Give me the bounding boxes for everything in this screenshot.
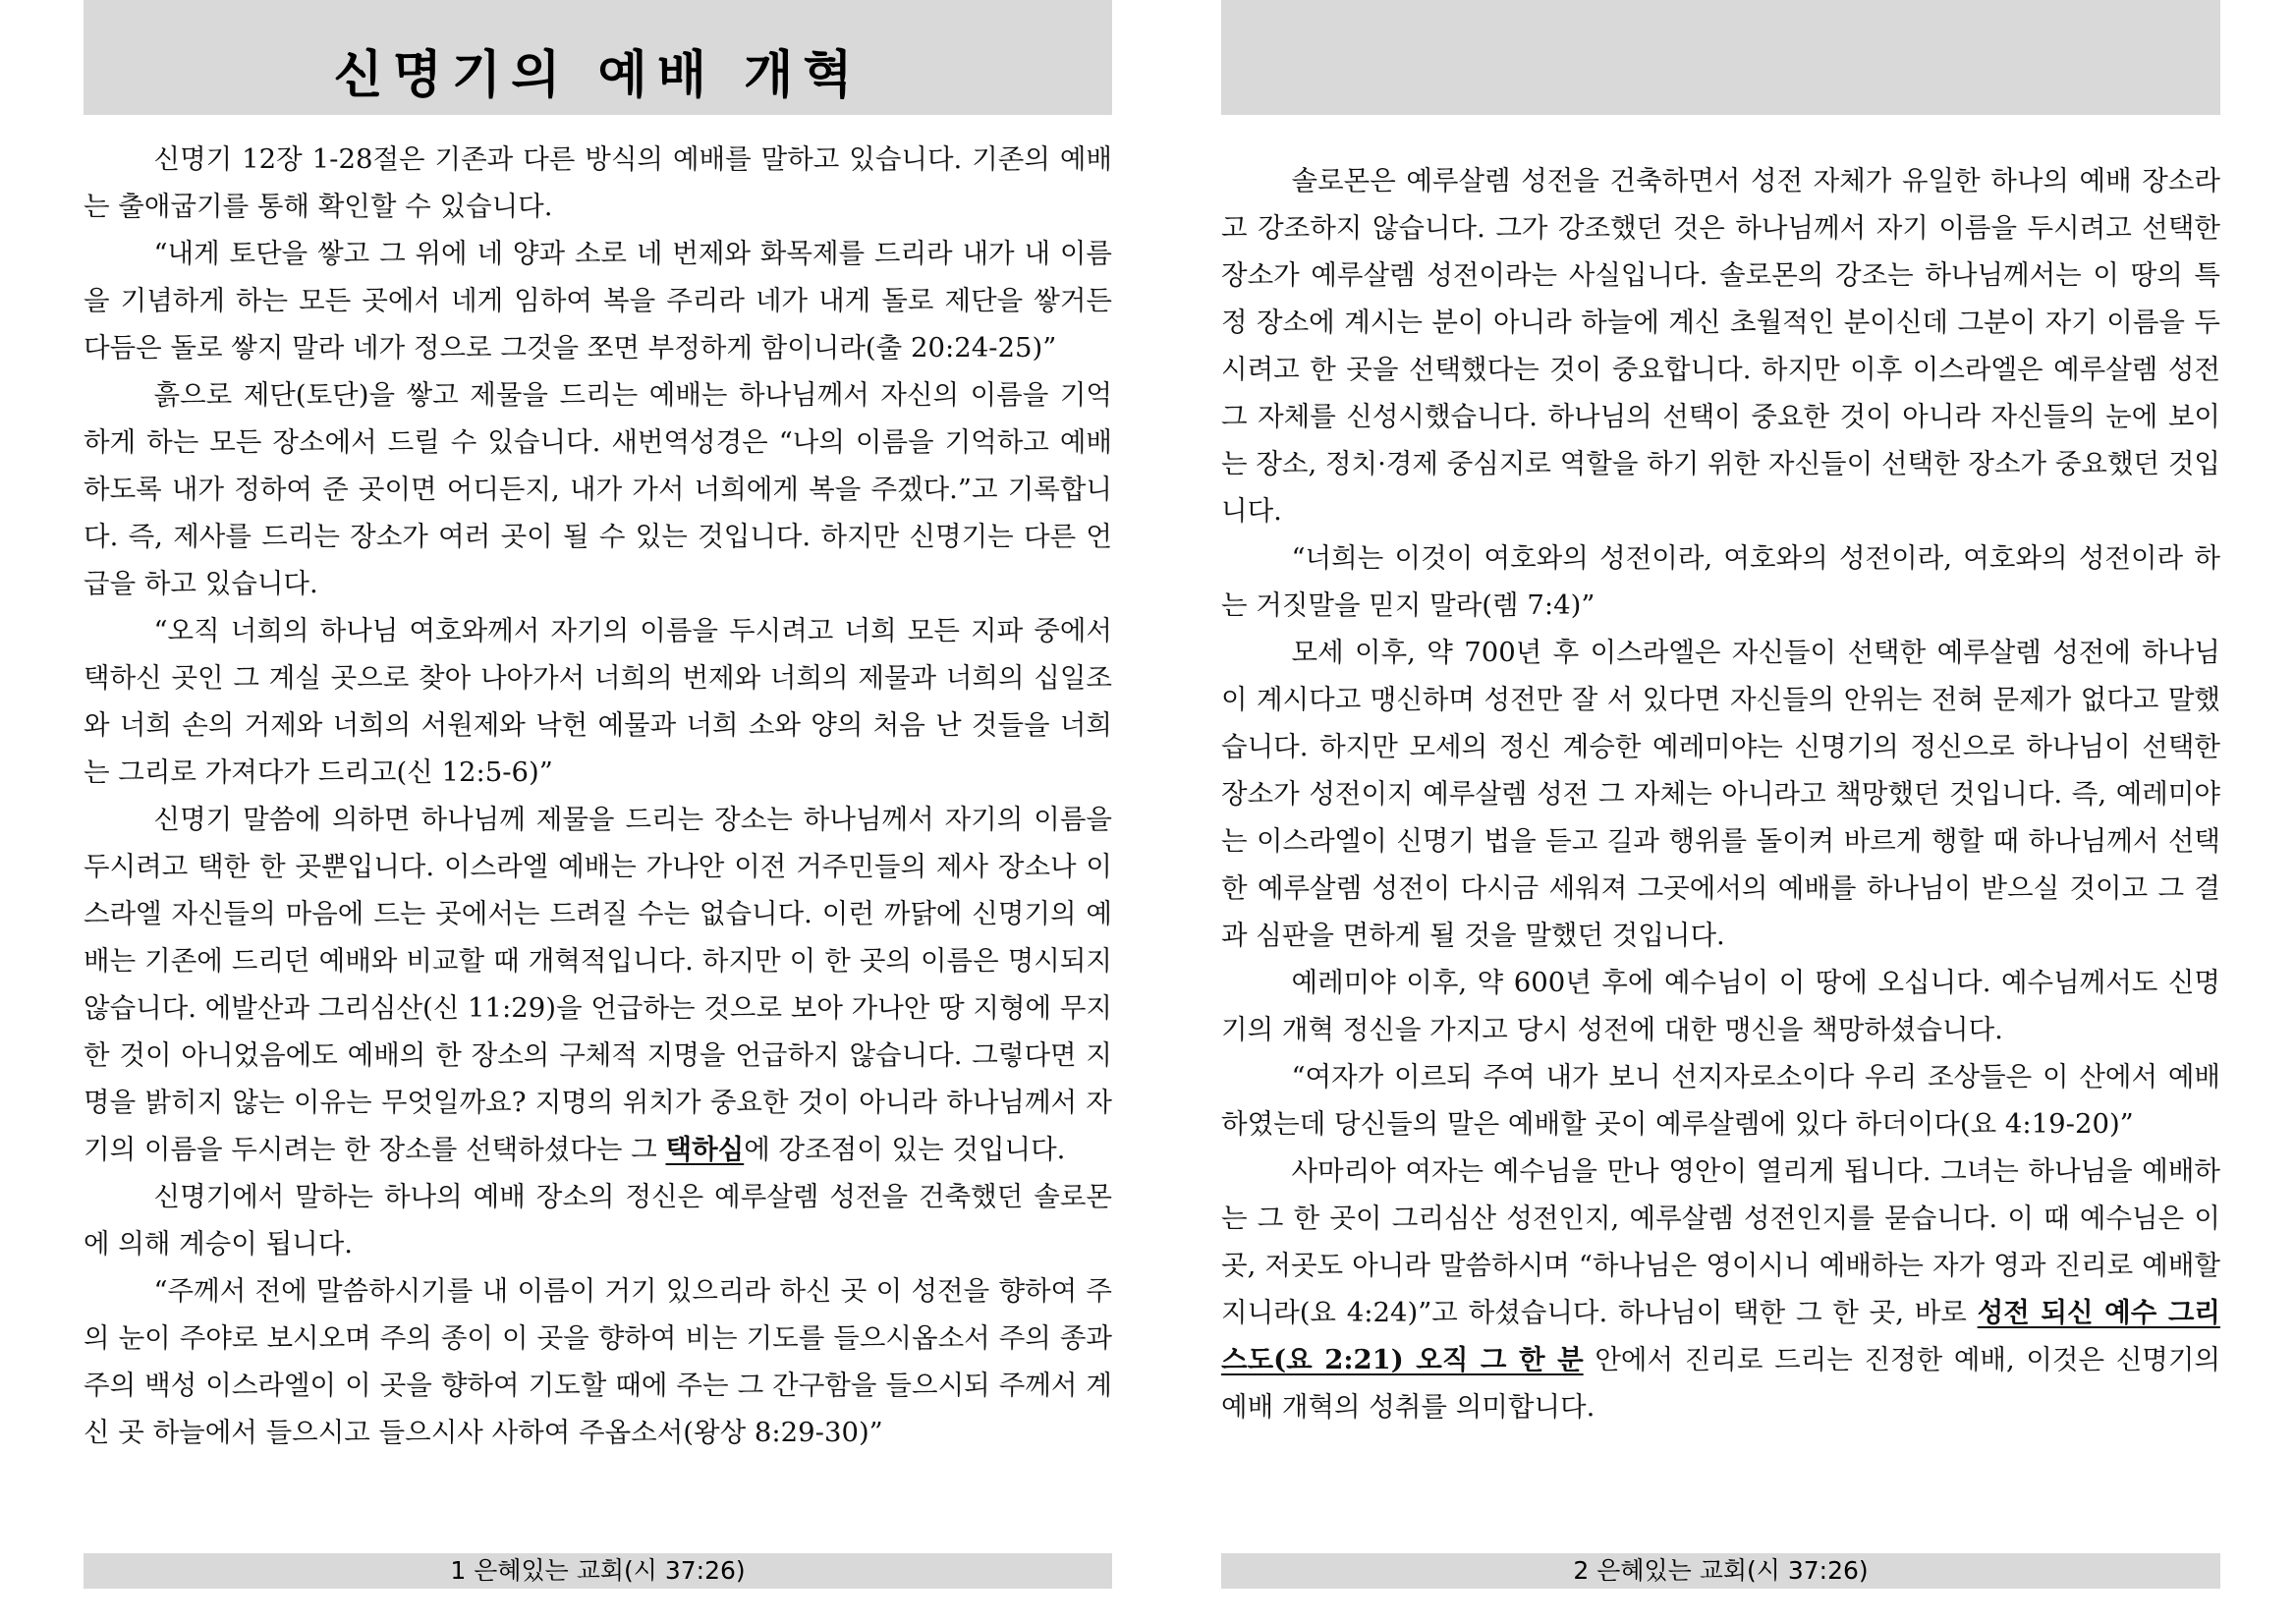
paragraph-3-end: 에 강조점이 있는 것입니다.	[744, 1134, 1066, 1165]
paragraph-1: 신명기 12장 1-28절은 기존과 다른 방식의 예배를 말하고 있습니다. 기존의 예배는 출애굽기를 통해 확인할 수 있습니다.	[84, 143, 1112, 222]
quote-kings: “주께서 전에 말씀하시기를 내 이름이 거기 있으리라 하신 곳 이 성전을 향하여 주의 눈이 주야로 보시오며 주의 종이 이 곳을 향하여 비는 기도를 들으시옵소서 주의 종과 주의 백성 이스라엘이 이 곳을 향하여 기도할 때에 주는 그 간구함을 들으시되 주께서 계신 곳 하늘에서 들으시고 들으시사 사하여 주옵소서(왕상 8:29-30)”	[84, 1275, 1112, 1448]
quote-exodus: “내게 토단을 쌓고 그 위에 네 양과 소로 네 번제와 화목제를 드리라 내가 내 이름을 기념하게 하는 모든 곳에서 네게 임하여 복을 주리라 네가 내게 돌로 제단을 쌓거든 다듬은 돌로 쌓지 말라 네가 정으로 그것을 쪼면 부정하게 함이니라(출 20:24-25)”	[84, 238, 1112, 364]
paragraph-3	[84, 796, 1112, 1173]
paragraph-4: 신명기에서 말하는 하나의 예배 장소의 정신은 예루살렘 성전을 건축했던 솔로몬에 의해 계승이 됩니다.	[84, 1181, 1112, 1260]
quote-jeremiah: “너희는 이것이 여호와의 성전이라, 여호와의 성전이라, 여호와의 성전이라 하는 거짓말을 믿지 말라(렘 7:4)”	[1221, 542, 2220, 621]
paragraph-8-text: 사마리아 여자는 예수님을 만나 영안이 열리게 됩니다. 그녀는 하나님을 예배하는 그 한 곳이 그리심산 성전인지, 예루살렘 성전인지를 묻습니다. 이 때 예수님은 이곳, 저곳도 아니라 말씀하시며 “하나님은 영이시니 예배하는 자가 영과 진리로 예배할지니라(요 4:24)”고 하셨습니다. 하나님이 택한 그 한 곳, 바로	[1221, 1155, 2220, 1328]
right-footer: 2 은혜있는 교회(시 37:26)	[1221, 1553, 2220, 1589]
emphasis-chosen: 택하심	[665, 1134, 745, 1165]
left-body-text	[84, 136, 1112, 1456]
quote-john: “여자가 이르되 주여 내가 보니 선지자로소이다 우리 조상들은 이 산에서 예배하였는데 당신들의 말은 예배할 곳이 예루살렘에 있다 하더이다(요 4:19-20)”	[1221, 1061, 2220, 1140]
right-page	[1221, 0, 2220, 1624]
page-title: 신명기의 예배 개혁	[333, 46, 863, 105]
right-body-text	[1221, 157, 2220, 1430]
paragraph-8	[1221, 1148, 2220, 1430]
right-header-band	[1221, 0, 2220, 115]
left-footer: 1 은혜있는 교회(시 37:26)	[84, 1553, 1112, 1589]
paragraph-5: 솔로몬은 예루살렘 성전을 건축하면서 성전 자체가 유일한 하나의 예배 장소라고 강조하지 않습니다. 그가 강조했던 것은 하나님께서 자기 이름을 두시려고 선택한 장소가 예루살렘 성전이라는 사실입니다. 솔로몬의 강조는 하나님께서는 이 땅의 특정 장소에 계시는 분이 아니라 하늘에 계신 초월적인 분이신데 그분이 자기 이름을 두시려고 한 곳을 선택했다는 것이 중요합니다. 하지만 이후 이스라엘은 예루살렘 성전 그 자체를 신성시했습니다. 하나님의 선택이 중요한 것이 아니라 자신들의 눈에 보이는 장소, 정치·경제 중심지로 역할을 하기 위한 자신들이 선택한 장소가 중요했던 것입니다.	[1221, 165, 2220, 527]
paragraph-7: 예레미야 이후, 약 600년 후에 예수님이 이 땅에 오십니다. 예수님께서도 신명기의 개혁 정신을 가지고 당시 성전에 대한 맹신을 책망하셨습니다.	[1221, 967, 2220, 1045]
paragraph-2: 흙으로 제단(토단)을 쌓고 제물을 드리는 예배는 하나님께서 자신의 이름을 기억하게 하는 모든 장소에서 드릴 수 있습니다. 새번역성경은 “나의 이름을 기억하고 예배하도록 내가 정하여 준 곳이면 어디든지, 내가 가서 너희에게 복을 주겠다.”고 기록합니다. 즉, 제사를 드리는 장소가 여러 곳이 될 수 있는 것입니다. 하지만 신명기는 다른 언급을 하고 있습니다.	[84, 379, 1112, 599]
paragraph-3-text: 신명기 말씀에 의하면 하나님께 제물을 드리는 장소는 하나님께서 자기의 이름을 두시려고 택한 한 곳뿐입니다. 이스라엘 예배는 가나안 이전 거주민들의 제사 장소나 이스라엘 자신들의 마음에 드는 곳에서는 드려질 수는 없습니다. 이런 까닭에 신명기의 예배는 기존에 드리던 예배와 비교할 때 개혁적입니다. 하지만 이 한 곳의 이름은 명시되지 않습니다. 에발산과 그리심산(신 11:29)을 언급하는 것으로 보아 가나안 땅 지형에 무지한 것이 아니었음에도 예배의 한 장소의 구체적 지명을 언급하지 않습니다. 그렇다면 지명을 밝히지 않는 이유는 무엇일까요? 지명의 위치가 중요한 것이 아니라 하나님께서 자기의 이름을 두시려는 한 장소를 선택하셨다는 그	[84, 804, 1112, 1165]
paragraph-8-end: 안에서 진리로 드리는 진정한 예배, 이것은 신명기의 예배 개혁의 성취를 의미합니다.	[1221, 1344, 2221, 1423]
paragraph-6: 모세 이후, 약 700년 후 이스라엘은 자신들이 선택한 예루살렘 성전에 하나님이 계시다고 맹신하며 성전만 잘 서 있다면 자신들의 안위는 전혀 문제가 없다고 말했습니다. 하지만 모세의 정신 계승한 예레미야는 신명기의 정신으로 하나님이 선택한 장소가 성전이지 예루살렘 성전 그 자체는 아니라고 책망했던 것입니다. 즉, 예레미야는 이스라엘이 신명기 법을 듣고 길과 행위를 돌이켜 바르게 행할 때 하나님께서 선택한 예루살렘 성전이 다시금 세워져 그곳에서의 예배를 하나님이 받으실 것이고 그 결과 심판을 면하게 될 것을 말했던 것입니다.	[1221, 637, 2220, 951]
emphasis-christ: 성전 되신 예수 그리스도(요 2:21) 오직 그 한 분	[1221, 1297, 2220, 1375]
left-page	[84, 0, 1112, 1624]
quote-deuteronomy: “오직 너희의 하나님 여호와께서 자기의 이름을 두시려고 너희 모든 지파 중에서 택하신 곳인 그 계실 곳으로 찾아 나아가서 너희의 번제와 너희의 제물과 너희의 십일조와 너희 손의 거제와 너희의 서원제와 낙헌 예물과 너희 소와 양의 처음 난 것들을 너희는 그리로 가져다가 드리고(신 12:5-6)”	[84, 615, 1112, 788]
